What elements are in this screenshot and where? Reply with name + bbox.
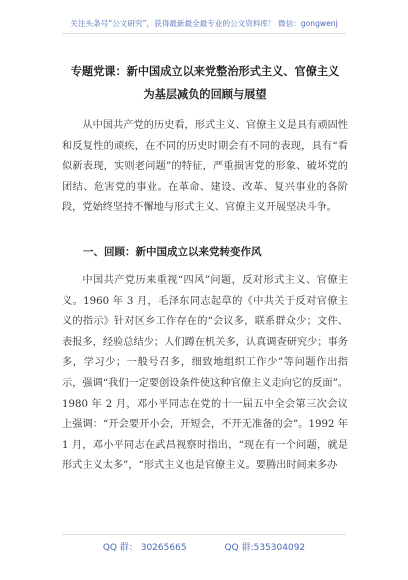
body-paragraph: 中国共产党历来重视“四风”问题，反对形式主义、官僚主义。1960 年 3 月，毛泽东同志起草的《中共关于反对官僚主义的指示》针对区乡工作存在的“会议多，联系群众少；文件、表报多，经验总结少；人们蹲在机关多，认真调查研究少；事务多，学习少；一般号召多，细致地组织工作少”等问题作出指示，强调“我们一定要创设条件使这种官僚主义走向它的反面”。1980 年 2 月，邓小平同志在党的十一届五中全会第三次会议上强调：“开会要开小会，开短会，不开无准备的会”。1992 年 1 月，邓小平同志在武昌视察时指出，“现在有一个问题，就是形式主义太多”，“形式主义也是官僚主义。要腾出时间来多办 xyxy=(62,275,348,472)
header-banner: 关注头条号“公文研究”，获得最新最全最专业的公文资料库！ 微信：gongwenj xyxy=(70,19,338,28)
footer-qq-group-1: QQ 群： 30265665 xyxy=(102,543,187,553)
section-heading: 一、回顾：新中国成立以来党转变作风 xyxy=(83,246,262,258)
footer-qq-group-2: QQ 群:535304092 xyxy=(224,543,306,553)
footer xyxy=(0,540,408,553)
intro-paragraph: 从中国共产党的历史看，形式主义、官僚主义是具有顽固性和反复性的顽疾，在不同的历史时期会有不同的表现，具有“看似新表现，实则老问题”的特征，严重损害党的形象、破坏党的团结、危害党的事业。在革命、建设、改革、复兴事业的各阶段，党始终坚持不懈地与形式主义、官僚主义开展坚决斗争。 xyxy=(62,120,348,214)
footer-divider xyxy=(62,534,346,535)
document-title: 专题党课：新中国成立以来党整治形式主义、官僚主义为基层减负的回顾与展望 xyxy=(70,64,340,101)
header-divider xyxy=(62,33,346,34)
